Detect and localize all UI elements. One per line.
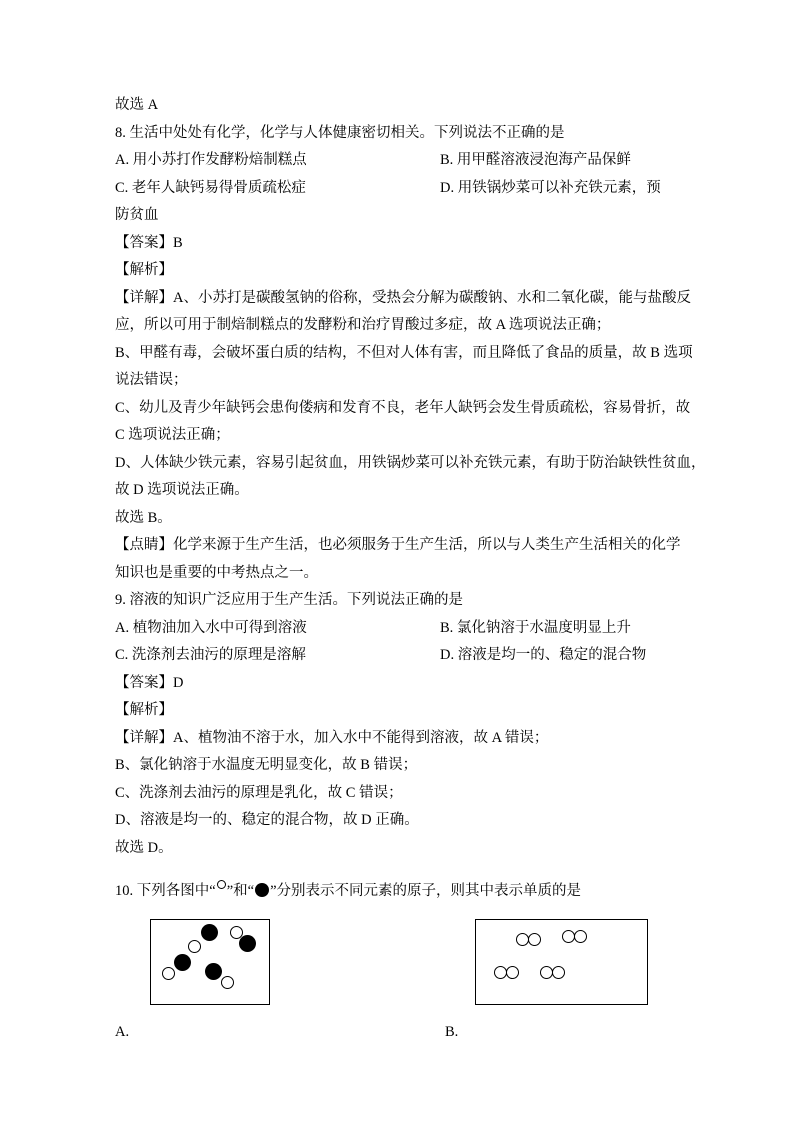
explanation-line: C、洗涤剂去油污的原理是乳化，故 C 错误；	[115, 784, 403, 801]
explanation-line: C 选项说法正确；	[115, 427, 230, 443]
explanation-line: 【详解】A、植物油不溶于水，加入水中不能得到溶液，故 A 错误；	[115, 729, 549, 746]
question-10-diagrams	[115, 919, 684, 1069]
option-a: A. 植物油加入水中可得到溶液	[115, 619, 307, 636]
explanation-line: C、幼儿及青少年缺钙会患佝偻病和发育不良，老年人缺钙会发生骨质疏松，容易骨折，故	[115, 399, 691, 416]
white-atom-icon	[506, 966, 519, 979]
molecule-diagram-a	[150, 919, 270, 1005]
question-8-options-cd	[115, 175, 684, 203]
explanation-line: 说法错误；	[115, 372, 188, 388]
option-d: D. 溶液是均一的、稳定的混合物	[440, 647, 647, 663]
option-c: C. 老年人缺钙易得骨质疏松症	[115, 179, 306, 196]
key-point-line: 【点睛】化学来源于生产生活，也必须服务于生产生活，所以与人类生产生活相关的化学	[115, 537, 681, 553]
explanation-line: B、氯化钠溶于水温度无明显变化，故 B 错误；	[115, 757, 418, 773]
question-8-stem: 8. 生活中处处有化学，化学与人体健康密切相关。下列说法不正确的是	[115, 124, 565, 141]
question-9-options-cd	[115, 642, 684, 670]
answer-label-q8: 【答案】B	[115, 234, 183, 251]
question-10-stem	[115, 878, 684, 906]
question-9-stem: 9. 溶液的知识广泛应用于生产生活。下列说法正确的是	[115, 592, 463, 608]
question-8-options-ab	[115, 147, 684, 175]
q10-text-part3: ”分别表示不同元素的原子，则其中表示单质的是	[270, 883, 581, 899]
option-a: A. 用小苏打作发酵粉焙制糕点	[115, 152, 307, 168]
white-atom-icon	[217, 880, 226, 889]
explanation-line: D、人体缺少铁元素，容易引起贫血，用铁锅炒菜可以补充铁元素，有助于防治缺铁性贫血，	[115, 454, 706, 471]
explanation-line: 【详解】A、小苏打是碳酸氢钠的俗称，受热会分解为碳酸钠、水和二氧化碳，能与盐酸反	[115, 289, 691, 306]
white-atom-icon	[552, 966, 565, 979]
white-atom-icon	[188, 940, 201, 953]
explanation-line: 故 D 选项说法正确。	[115, 482, 249, 498]
option-b: B. 用甲醛溶液浸泡海产品保鲜	[440, 152, 631, 168]
white-atom-icon	[162, 967, 175, 980]
explanation-line: D、溶液是均一的、稳定的混合物，故 D 正确。	[115, 812, 419, 828]
black-atom-icon	[239, 935, 256, 952]
option-d-wrap: 防贫血	[115, 207, 159, 223]
white-atom-icon	[574, 930, 587, 943]
white-atom-icon	[221, 976, 234, 989]
answer-choice-line: 故选 B。	[115, 509, 172, 526]
question-9-options-ab	[115, 615, 684, 643]
black-atom-icon	[205, 963, 222, 980]
black-atom-icon	[201, 924, 218, 941]
option-c: C. 洗涤剂去油污的原理是溶解	[115, 647, 306, 663]
explanation-line: 应，所以可用于制焙制糕点的发酵粉和治疗胃酸过多症，故 A 选项说法正确；	[115, 317, 611, 333]
molecule-diagram-b	[475, 919, 648, 1005]
key-point-line: 知识也是重要的中考热点之一。	[115, 564, 318, 581]
explanation-line: B、甲醛有毒，会破坏蛋白质的结构，不但对人体有害，而且降低了食品的质量，故 B 选项	[115, 344, 693, 361]
answer-choice-line: 故选 D。	[115, 839, 173, 856]
answer-label-q9: 【答案】D	[115, 674, 184, 691]
option-d: D. 用铁锅炒菜可以补充铁元素，预	[440, 179, 661, 196]
white-atom-icon	[528, 933, 541, 946]
black-atom-icon	[255, 883, 269, 897]
diagram-label-a: A.	[115, 1023, 130, 1040]
q10-text-part1: 10. 下列各图中“	[115, 883, 216, 899]
diagram-label-b: B.	[445, 1023, 459, 1040]
answer-choice-line: 故选 A	[115, 97, 159, 113]
q10-text-part2: ”和“	[226, 883, 255, 899]
analysis-label-q8: 【解析】	[115, 262, 173, 278]
analysis-label-q9: 【解析】	[115, 702, 173, 718]
black-atom-icon	[174, 954, 191, 971]
option-b: B. 氯化钠溶于水温度明显上升	[440, 619, 631, 636]
